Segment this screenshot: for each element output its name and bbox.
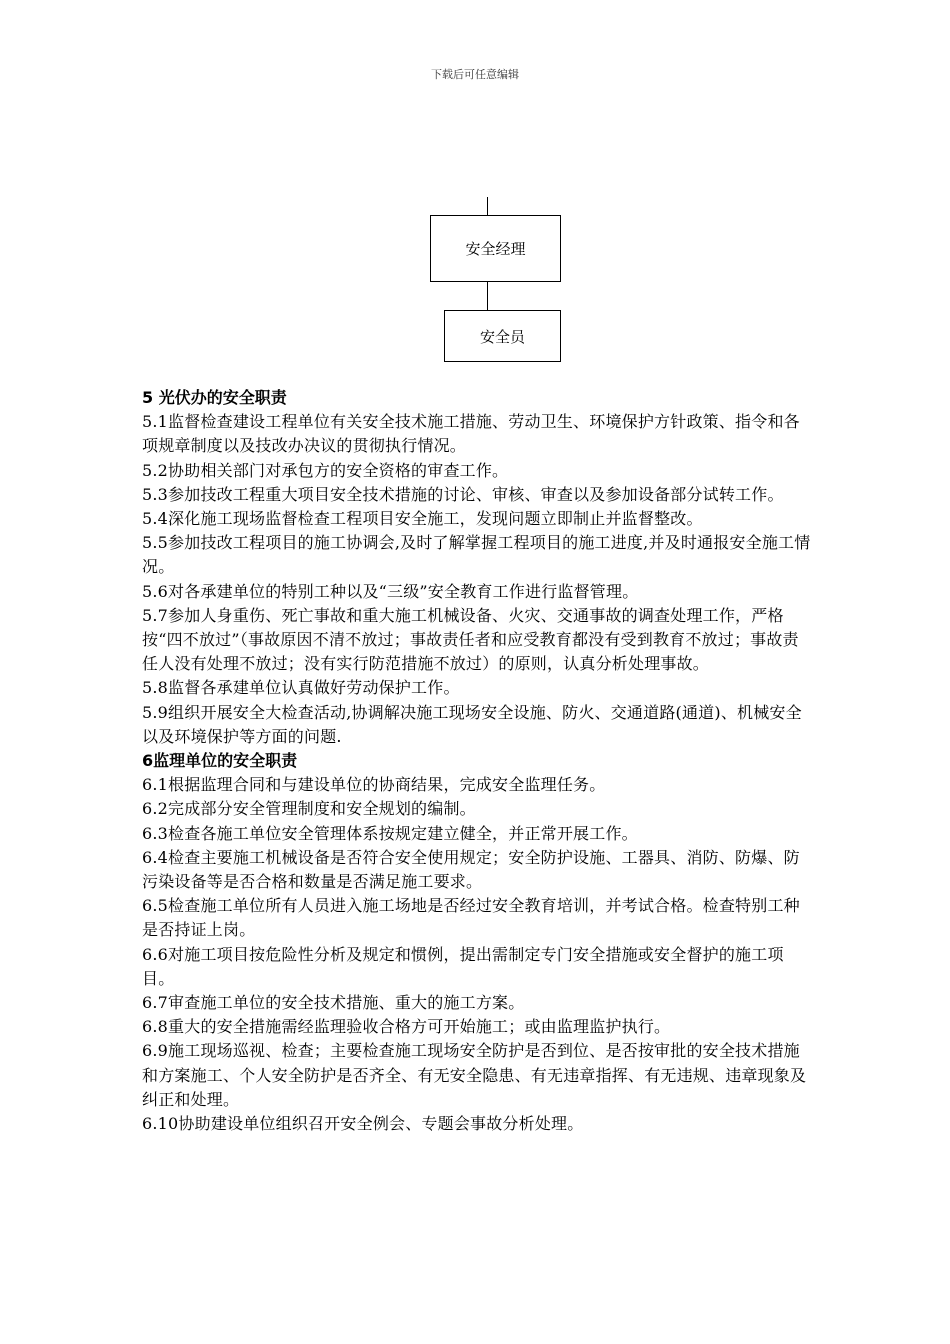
document-body — [142, 386, 812, 1136]
section-6-item: 6.3检查各施工单位安全管理体系按规定建立健全，并正常开展工作。 — [142, 823, 638, 843]
section-5-item: 5.4深化施工现场监督检查工程项目安全施工，发现问题立即制止并监督整改。 — [142, 509, 703, 529]
connector-line-middle — [487, 282, 488, 310]
org-box-safety-manager-label: 安全经理 — [465, 240, 526, 258]
section-6-item: 6.6对施工项目按危险性分析及规定和惯例，提出需制定专门安全措施或安全督护的施工项目。 — [142, 944, 784, 988]
connector-line-top — [487, 197, 488, 215]
org-box-safety-officer-label: 安全员 — [479, 327, 525, 346]
org-box-safety-officer — [444, 310, 561, 362]
section-5-item: 5.3参加技改工程重大项目安全技术措施的讨论、审核、审查以及参加设备部分试转工作。 — [142, 484, 784, 504]
section-6-item: 6.4检查主要施工机械设备是否符合安全使用规定；安全防护设施、工器具、消防、防爆、防污染设备等是否合格和数量是否满足施工要求。 — [142, 847, 800, 892]
section-6-item: 6.2完成部分安全管理制度和安全规划的编制。 — [142, 799, 476, 819]
section-6-item: 6.7审查施工单位的安全技术措施、重大的施工方案。 — [142, 993, 525, 1013]
section-5-item: 5.1监督检查建设工程单位有关安全技术施工措施、劳动卫生、环境保护方针政策、指令和各项规章制度以及技改办决议的贯彻执行情况。 — [142, 412, 800, 456]
org-chart — [0, 0, 950, 370]
section-5-item: 5.6对各承建单位的特别工种以及“三级”安全教育工作进行监督管理。 — [142, 581, 639, 601]
section-6-title: 6监理单位的安全职责 — [142, 751, 298, 771]
section-6-item: 6.1根据监理合同和与建设单位的协商结果，完成安全监理任务。 — [142, 775, 606, 795]
section-5-item: 5.7参加人身重伤、死亡事故和重大施工机械设备、火灾、交通事故的调查处理工作，严格按“四不放过”（事故原因不清不放过；事故责任者和应受教育都没有受到教育不放过；事故责任人没有处理不放过；没有实行防范措施不放过）的原则，认真分析处理事故。 — [142, 605, 799, 674]
section-5-item: 5.8监督各承建单位认真做好劳动保护工作。 — [142, 678, 460, 698]
section-5-item: 5.2协助相关部门对承包方的安全资格的审查工作。 — [142, 460, 509, 480]
section-6-item: 6.10协助建设单位组织召开安全例会、专题会事故分析处理。 — [142, 1114, 584, 1134]
section-6-item: 6.8重大的安全措施需经监理验收合格方可开始施工；或由监理监护执行。 — [142, 1017, 671, 1037]
org-box-safety-manager — [430, 215, 561, 282]
section-5-item: 5.9组织开展安全大检查活动,协调解决施工现场安全设施、防火、交通道路(通道)、机械安全以及环境保护等方面的问题. — [142, 702, 802, 746]
header-note: 下载后可任意编辑 — [431, 68, 519, 81]
section-6-item: 6.9施工现场巡视、检查；主要检查施工现场安全防护是否到位、是否按审批的安全技术措施和方案施工、个人安全防护是否齐全、有无安全隐患、有无违章指挥、有无违规、违章现象及纠正和处理。 — [142, 1041, 807, 1109]
section-6-item: 6.5检查施工单位所有人员进入施工场地是否经过安全教育培训，并考试合格。检查特别工种是否持证上岗。 — [142, 896, 800, 940]
section-5-item: 5.5参加技改工程项目的施工协调会,及时了解掌握工程项目的施工进度,并及时通报安全施工情况。 — [142, 533, 811, 577]
section-5-title: 5 光伏办的安全职责 — [142, 388, 287, 407]
